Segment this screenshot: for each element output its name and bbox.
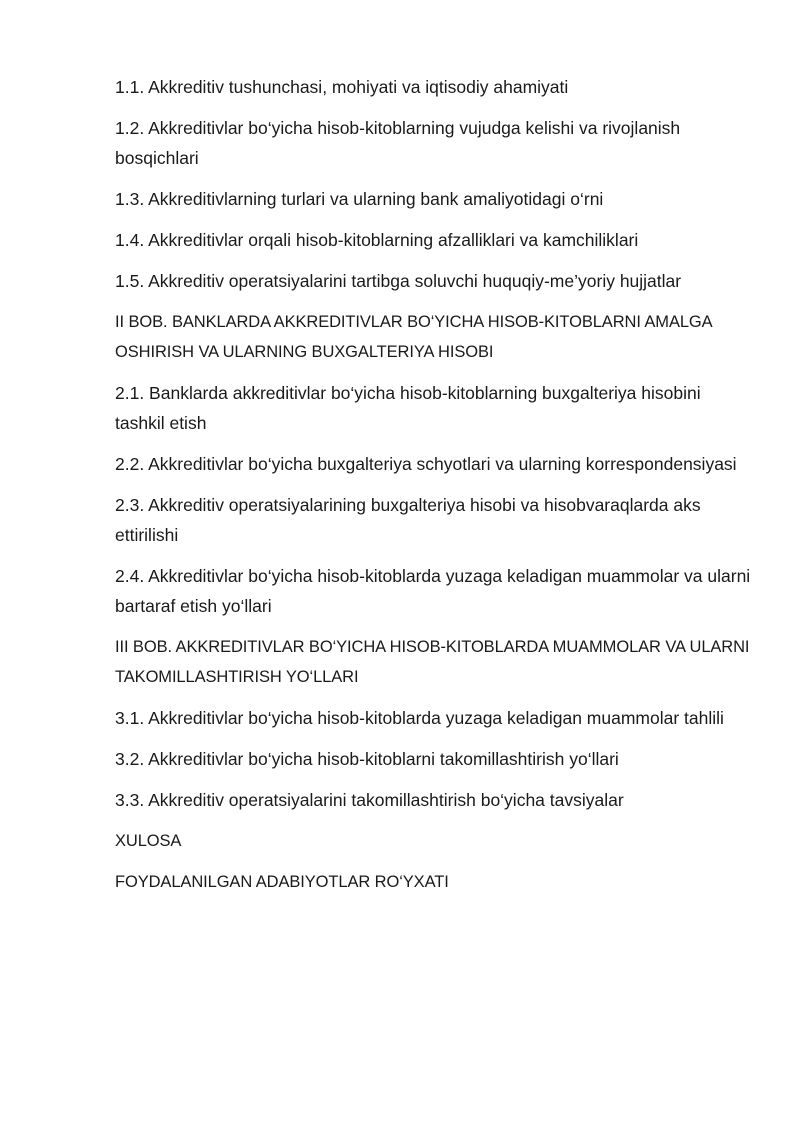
toc-entry-1-5: 1.5. Akkreditiv operatsiyalarini tartibga soluvchi huquqiy-me’yoriy hujjatlar <box>115 271 682 291</box>
toc-entry-2-3: 2.3. Akkreditiv operatsiyalarining buxgalteriya hisobi va hisobvaraqlarda aks ettirilishi <box>115 495 701 545</box>
toc-entry-1-3: 1.3. Akkreditivlarning turlari va ularning bank amaliyotidagi o‘rni <box>115 189 604 209</box>
toc-entry-1-2: 1.2. Akkreditivlar bo‘yicha hisob-kitoblarning vujudga kelishi va rivojlanish bosqichlari <box>115 118 681 168</box>
toc-references-heading: FOYDALANILGAN ADABIYOTLAR RO‘YXATI <box>115 873 449 891</box>
toc-entry-1-4: 1.4. Akkreditivlar orqali hisob-kitoblarning afzalliklari va kamchiliklari <box>115 230 639 250</box>
toc-conclusion-heading: XULOSA <box>115 832 182 850</box>
toc-entry-2-4: 2.4. Akkreditivlar bo‘yicha hisob-kitoblarda yuzaga keladigan muammolar va ularni bartaraf etish yo‘llari <box>115 566 751 616</box>
toc-entry-2-2: 2.2. Akkreditivlar bo‘yicha buxgalteriya schyotlari va ularning korrespondensiyasi <box>115 454 737 474</box>
toc-chapter-2-heading: II BOB. BANKLARDA AKKREDITIVLAR BO‘YICHA HISOB-KITOBLARNI AMALGA OSHIRISH VA ULARNING BUXGALTERIYA HISOBI <box>115 313 712 361</box>
toc-entry-3-3: 3.3. Akkreditiv operatsiyalarini takomillashtirish bo‘yicha tavsiyalar <box>115 790 624 810</box>
toc-chapter-3-heading: III BOB. AKKREDITIVLAR BO‘YICHA HISOB-KITOBLARDA MUAMMOLAR VA ULARNI TAKOMILLASHTIRISH YO‘LLARI <box>115 638 750 686</box>
toc-entry-1-1: 1.1. Akkreditiv tushunchasi, mohiyati va iqtisodiy ahamiyati <box>115 77 569 97</box>
toc-entry-3-1: 3.1. Akkreditivlar bo‘yicha hisob-kitoblarda yuzaga keladigan muammolar tahlili <box>115 708 724 728</box>
table-of-contents <box>115 72 755 908</box>
toc-entry-2-1: 2.1. Banklarda akkreditivlar bo‘yicha hisob-kitoblarning buxgalteriya hisobini tashkil etish <box>115 383 701 433</box>
toc-entry-3-2: 3.2. Akkreditivlar bo‘yicha hisob-kitoblarni takomillashtirish yo‘llari <box>115 749 619 769</box>
